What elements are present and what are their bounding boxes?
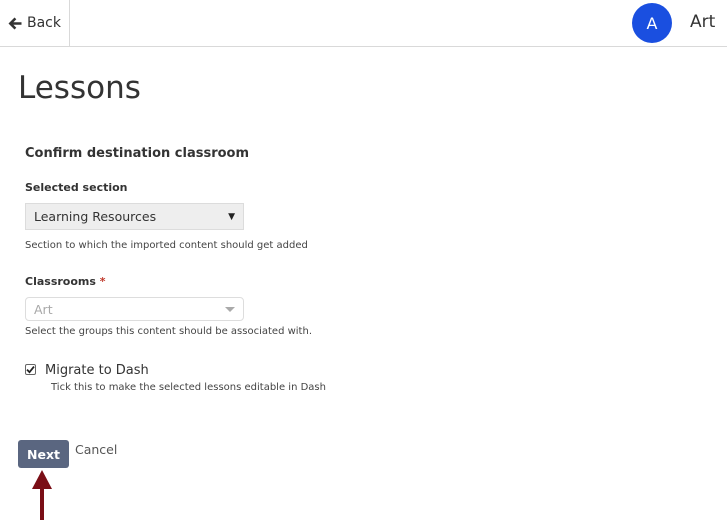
classrooms-helper-text: Select the groups this content should be associated with.	[25, 326, 312, 337]
classrooms-select-value: Art	[34, 301, 53, 317]
chevron-down-icon	[225, 307, 235, 312]
arrow-left-icon	[8, 17, 22, 30]
section-helper-text: Section to which the imported content should get added	[25, 240, 308, 251]
next-button[interactable]: Next	[18, 440, 69, 468]
section-select[interactable]	[25, 203, 244, 230]
back-label: Back	[27, 15, 61, 31]
cancel-link[interactable]: Cancel	[75, 442, 118, 457]
classrooms-select[interactable]	[25, 297, 244, 321]
selected-section-label: Selected section	[25, 181, 128, 194]
arrow-up-icon	[31, 470, 53, 520]
migrate-checkbox[interactable]	[25, 364, 36, 375]
back-button[interactable]	[0, 0, 70, 46]
avatar[interactable]: A	[632, 3, 672, 43]
classrooms-label	[25, 275, 106, 288]
top-bar	[0, 0, 727, 47]
checkmark-icon	[26, 365, 35, 374]
classrooms-label-text: Classrooms	[25, 275, 96, 288]
migrate-helper-text: Tick this to make the selected lessons editable in Dash	[51, 382, 326, 393]
migrate-checkbox-label[interactable]: Migrate to Dash	[45, 363, 149, 378]
required-marker: *	[99, 275, 106, 288]
caret-down-icon: ▼	[228, 211, 235, 222]
page-title: Lessons	[18, 70, 141, 106]
form-heading: Confirm destination classroom	[25, 146, 250, 161]
user-name: Art	[690, 12, 716, 32]
section-select-value: Learning Resources	[34, 209, 157, 224]
